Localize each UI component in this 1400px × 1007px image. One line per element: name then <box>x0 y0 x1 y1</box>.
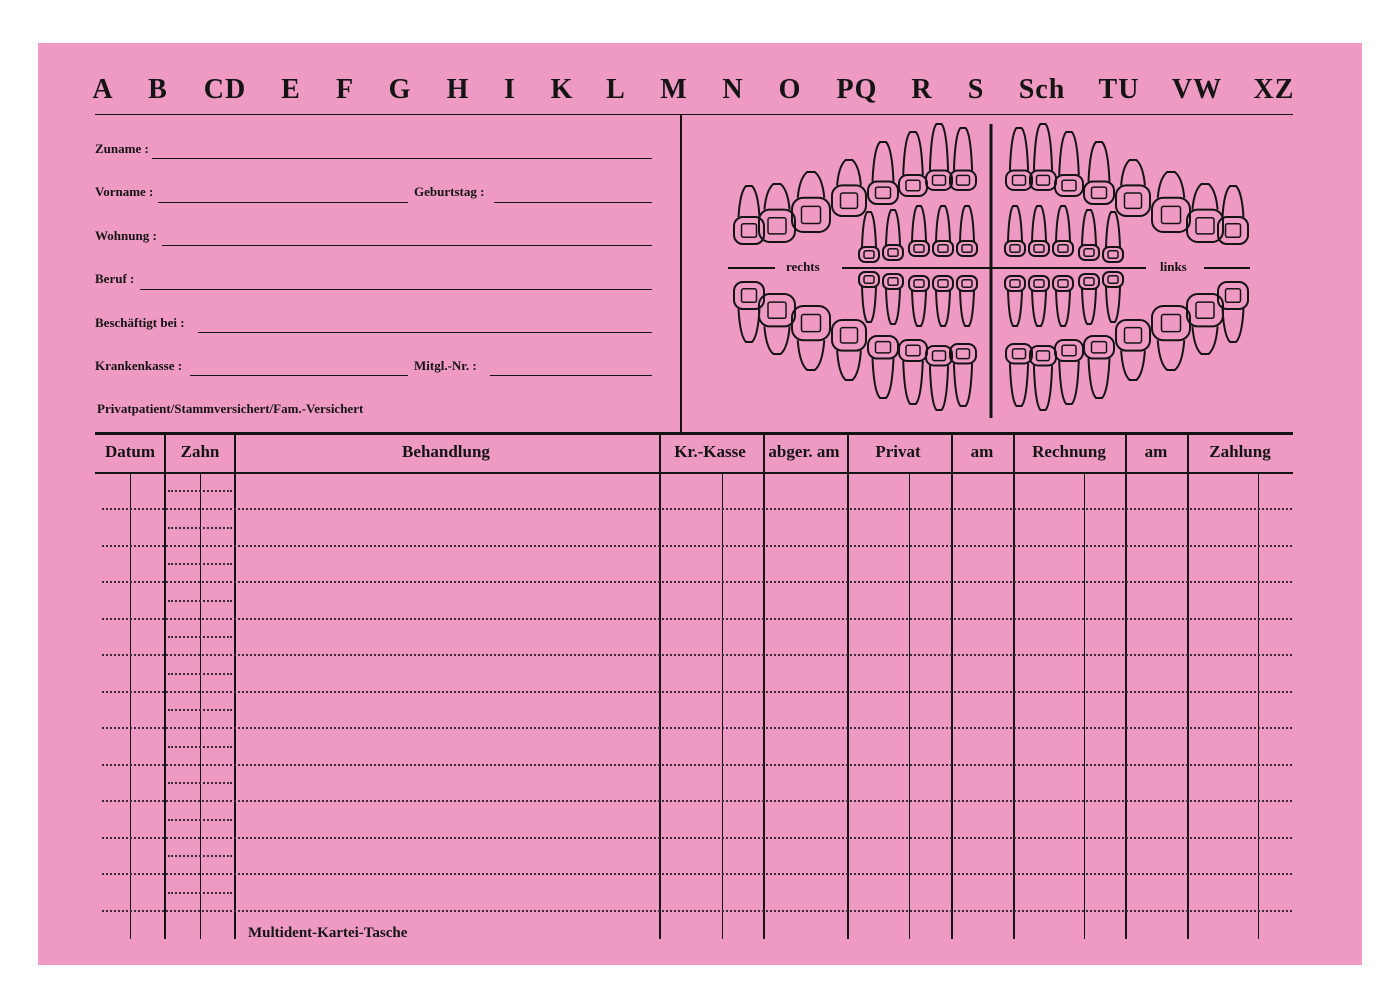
table-row[interactable] <box>102 764 1292 766</box>
col-sep <box>164 435 166 939</box>
alpha-tab-l[interactable]: L <box>606 74 626 105</box>
vorname-label: Vorname : <box>95 184 154 199</box>
tooth-icon[interactable] <box>1029 276 1049 326</box>
sub-col-sep <box>200 474 201 939</box>
tooth-icon[interactable] <box>859 272 879 322</box>
table-row[interactable] <box>102 581 1292 583</box>
zuname-label: Zuname : <box>95 141 149 156</box>
col-header-rechnung: Rechnung <box>1032 442 1106 461</box>
tooth-icon[interactable] <box>868 142 898 204</box>
table-row[interactable] <box>102 618 1292 620</box>
alpha-tab-pq[interactable]: PQ <box>836 74 878 105</box>
zahn-sub-row <box>168 746 232 748</box>
tooth-icon[interactable] <box>1116 320 1150 380</box>
col-header-abger: abger. am <box>768 442 840 461</box>
tooth-icon[interactable] <box>734 282 764 342</box>
tooth-icon[interactable] <box>1029 206 1049 256</box>
tooth-icon[interactable] <box>957 206 977 256</box>
alpha-tab-e[interactable]: E <box>281 74 301 105</box>
tooth-icon[interactable] <box>950 344 976 406</box>
sub-col-sep <box>722 474 723 939</box>
alpha-tab-g[interactable]: G <box>388 74 412 105</box>
col-header-zahlung: Zahlung <box>1209 442 1271 461</box>
tooth-icon[interactable] <box>899 132 927 196</box>
col-sep <box>847 435 849 939</box>
tooth-icon[interactable] <box>1055 132 1083 196</box>
geburtstag-label: Geburtstag : <box>414 184 485 199</box>
table-header-rule <box>95 472 1293 474</box>
alpha-tab-m[interactable]: M <box>660 74 688 105</box>
zahn-sub-row <box>168 709 232 711</box>
tooth-icon[interactable] <box>859 212 879 262</box>
sub-col-sep <box>1258 474 1259 939</box>
table-row[interactable] <box>102 545 1292 547</box>
zahn-sub-row <box>168 673 232 675</box>
alpha-tab-s[interactable]: S <box>967 74 985 105</box>
krankenkasse-label: Krankenkasse : <box>95 358 183 373</box>
tooth-icon[interactable] <box>1084 336 1114 398</box>
wohnung-label: Wohnung : <box>95 228 157 243</box>
alpha-tab-k[interactable]: K <box>550 74 574 105</box>
status-label: Privatpatient/Stammversichert/Fam.-Versichert <box>97 401 364 416</box>
mitgl-label: Mitgl.-Nr. : <box>414 358 477 373</box>
tooth-icon[interactable] <box>1005 206 1025 256</box>
tooth-icon[interactable] <box>1030 124 1056 190</box>
tooth-icon[interactable] <box>926 346 952 410</box>
tooth-icon[interactable] <box>950 128 976 190</box>
table-top-rule <box>95 432 1293 435</box>
tooth-icon[interactable] <box>1006 344 1032 406</box>
tooth-icon[interactable] <box>926 124 952 190</box>
footer-brand: Multident-Kartei-Tasche <box>248 925 408 941</box>
col-header-behandlung: Behandlung <box>402 442 490 461</box>
tooth-icon[interactable] <box>1103 212 1123 262</box>
table-row[interactable] <box>102 800 1292 802</box>
zahn-sub-row <box>168 855 232 857</box>
alpha-tab-xz[interactable]: XZ <box>1253 74 1295 105</box>
tooth-icon[interactable] <box>792 172 830 232</box>
zahn-sub-row <box>168 490 232 492</box>
table-row[interactable] <box>102 873 1292 875</box>
zahn-sub-row <box>168 527 232 529</box>
tooth-icon[interactable] <box>1053 206 1073 256</box>
zahn-sub-row <box>168 600 232 602</box>
alpha-tab-n[interactable]: N <box>722 74 744 105</box>
tooth-icon[interactable] <box>832 160 866 216</box>
rechts-label: rechts <box>786 259 820 274</box>
table-row[interactable] <box>102 508 1292 510</box>
sub-col-sep <box>1084 474 1085 939</box>
alpha-tab-cd[interactable]: CD <box>203 74 247 105</box>
alpha-tab-a[interactable]: A <box>92 74 114 105</box>
col-sep <box>1125 435 1127 939</box>
tooth-icon[interactable] <box>1152 172 1190 232</box>
tooth-icon[interactable] <box>832 320 866 380</box>
tooth-icon[interactable] <box>1103 272 1123 322</box>
zahn-sub-row <box>168 636 232 638</box>
col-sep <box>234 435 236 939</box>
table-row[interactable] <box>102 727 1292 729</box>
tooth-icon[interactable] <box>1055 340 1083 404</box>
tooth-icon[interactable] <box>1030 346 1056 410</box>
tooth-icon[interactable] <box>933 276 953 326</box>
col-header-zahn: Zahn <box>180 442 220 461</box>
col-sep <box>763 435 765 939</box>
alpha-tab-r[interactable]: R <box>911 74 933 105</box>
tooth-icon[interactable] <box>957 276 977 326</box>
tooth-icon[interactable] <box>1006 128 1032 190</box>
alpha-tab-o[interactable]: O <box>778 74 802 105</box>
beruf-label: Beruf : <box>95 271 135 286</box>
col-sep <box>1187 435 1189 939</box>
table-row[interactable] <box>102 910 1292 912</box>
alpha-tab-b[interactable]: B <box>148 74 168 105</box>
tooth-icon[interactable] <box>1079 210 1099 260</box>
col-header-am-2: am <box>1144 442 1168 461</box>
tooth-icon[interactable] <box>883 210 903 260</box>
col-header-datum: Datum <box>104 442 156 461</box>
tooth-icon[interactable] <box>1079 274 1099 324</box>
tooth-icon[interactable] <box>1218 282 1248 342</box>
tooth-icon[interactable] <box>1053 276 1073 326</box>
tooth-icon[interactable] <box>1116 160 1150 216</box>
table-row[interactable] <box>102 837 1292 839</box>
sub-col-sep <box>909 474 910 939</box>
tooth-icon[interactable] <box>1005 276 1025 326</box>
alpha-tab-vw[interactable]: VW <box>1171 74 1223 105</box>
col-sep <box>659 435 661 939</box>
sub-col-sep <box>130 474 131 939</box>
col-sep <box>1013 435 1015 939</box>
alpha-tab-f[interactable]: F <box>335 74 355 105</box>
col-sep <box>951 435 953 939</box>
alpha-tab-h[interactable]: H <box>446 74 470 105</box>
table-row[interactable] <box>102 654 1292 656</box>
beschaeftigt-label: Beschäftigt bei : <box>95 315 185 330</box>
zahn-sub-row <box>168 563 232 565</box>
alpha-tab-i[interactable]: I <box>504 74 516 105</box>
tooth-icon[interactable] <box>899 340 927 404</box>
zahn-sub-row <box>168 819 232 821</box>
col-header-privat: Privat <box>875 442 921 461</box>
links-label: links <box>1160 259 1187 274</box>
zahn-sub-row <box>168 782 232 784</box>
tooth-icon[interactable] <box>1084 142 1114 204</box>
tooth-icon[interactable] <box>792 306 830 370</box>
tooth-icon[interactable] <box>909 276 929 326</box>
tooth-icon[interactable] <box>868 336 898 398</box>
tooth-icon[interactable] <box>1152 306 1190 370</box>
col-header-am-1: am <box>970 442 994 461</box>
alpha-tab-tu[interactable]: TU <box>1098 74 1140 105</box>
tooth-icon[interactable] <box>883 274 903 324</box>
zahn-sub-row <box>168 892 232 894</box>
tooth-icon[interactable] <box>933 206 953 256</box>
table-row[interactable] <box>102 691 1292 693</box>
col-header-krkasse: Kr.-Kasse <box>674 442 746 461</box>
alpha-tab-sch[interactable]: Sch <box>1018 74 1066 105</box>
tooth-icon[interactable] <box>909 206 929 256</box>
